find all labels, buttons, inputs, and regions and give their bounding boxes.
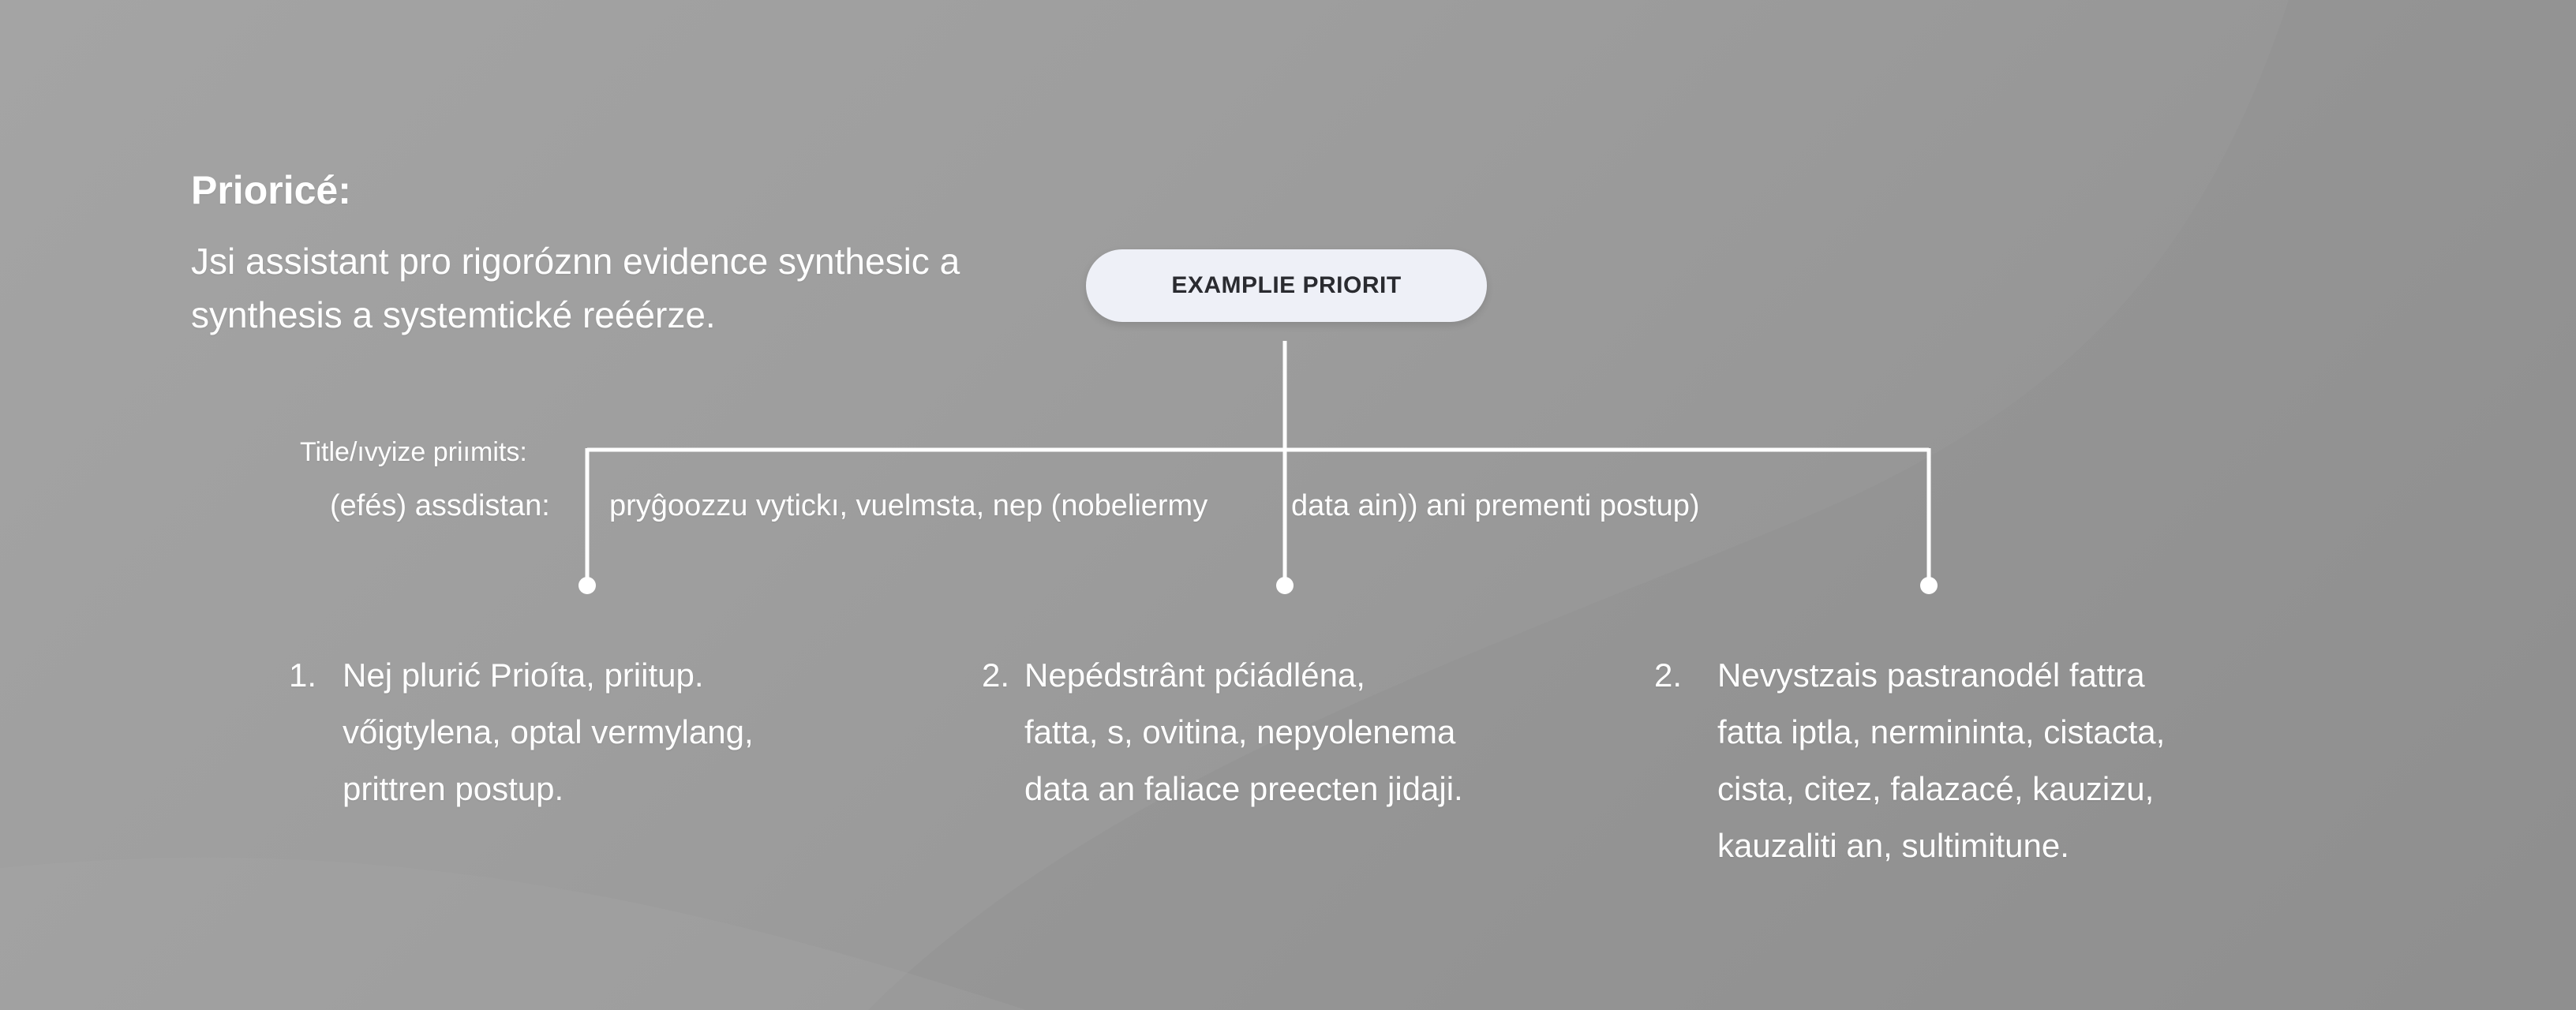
- list-item-number: 1.: [289, 656, 317, 694]
- left-connector-label: (efés) assdistan:: [330, 489, 550, 522]
- list-item-line: cista, citez, falazacé, kauzizu,: [1717, 770, 2155, 807]
- title-label: Title/ıvyize priımits:: [300, 437, 527, 467]
- middle-connector-label: pryĝoozzu vytickı, vuelmsta, nep (nobeliermy: [609, 489, 1208, 522]
- list-item-line: Nepédstrânt pćiádléna,: [1024, 656, 1365, 694]
- branch-right-dot: [1920, 577, 1938, 594]
- list-item-body: [1717, 647, 2165, 874]
- list-item-line: prittren postup.: [343, 770, 564, 807]
- center-node-pill: [1086, 249, 1487, 322]
- list-item-body: [343, 647, 754, 817]
- list-item-line: data an faliace preecten jidaji.: [1024, 770, 1463, 807]
- branch-middle-dot: [1276, 577, 1294, 594]
- list-item-line: kauzaliti an, sultimitune.: [1717, 827, 2069, 864]
- list-item-line: vőigtylena, optal vermylang,: [343, 713, 754, 750]
- list-item-number: 2.: [982, 656, 1010, 694]
- list-item-line: Nej plurić Prioíta, priitup.: [343, 656, 704, 694]
- center-node-label: EXAMPLIE PRIORIT: [1171, 272, 1402, 298]
- list-item-line: Nevystzais pastranodél fattra: [1717, 656, 2145, 694]
- intro-line: Jsi assistant pro rigoróznn evidence synthesic a: [191, 241, 960, 282]
- branch-left-dot: [578, 577, 596, 594]
- list-item-number: 2.: [1654, 656, 1683, 694]
- list-item-line: fatta, s, ovitina, nepyolenema: [1024, 713, 1456, 750]
- list-item-line: fatta iptla, nermininta, cistacta,: [1717, 713, 2166, 750]
- intro-line: synthesis a systemtické reéérze.: [191, 294, 716, 335]
- list-item-body: [1024, 647, 1463, 817]
- right-connector-label: data ain)) ani prementi postup): [1291, 489, 1700, 522]
- page-heading: Prioricé:: [191, 168, 351, 212]
- intro-text: [191, 234, 960, 342]
